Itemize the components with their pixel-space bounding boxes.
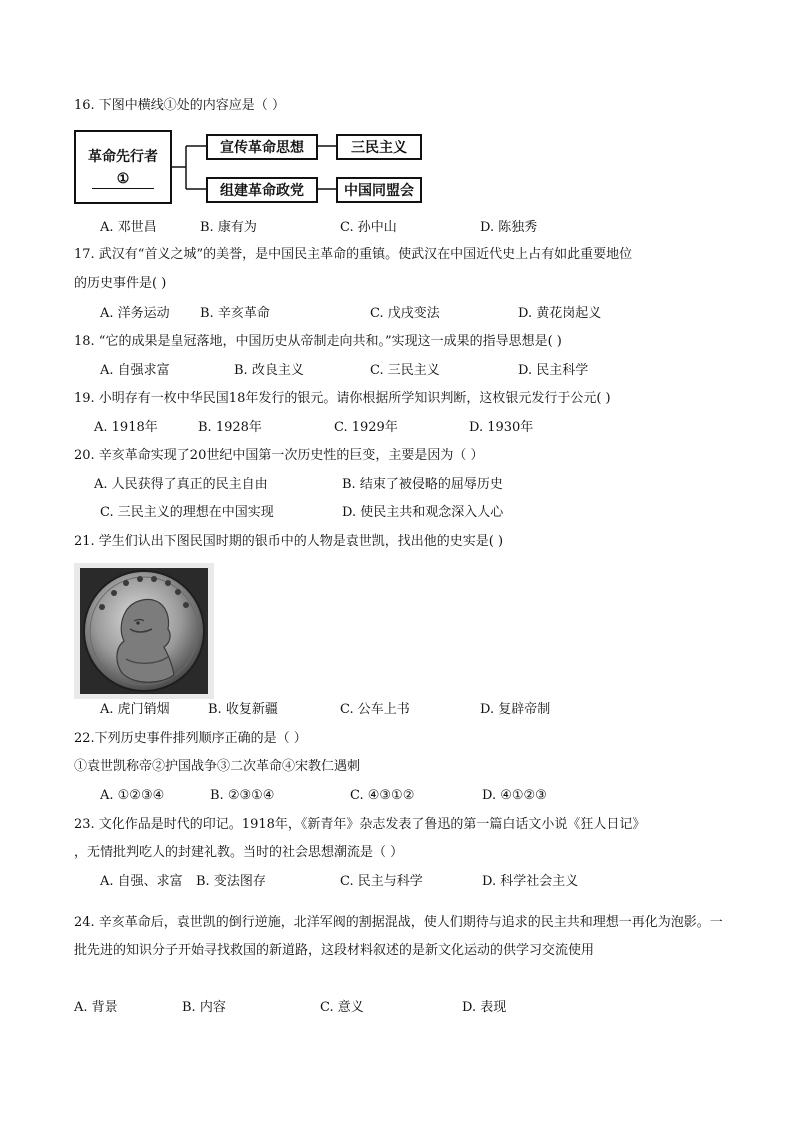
q18-option-a[interactable]: A. 自强求富: [100, 363, 170, 378]
q23-option-d[interactable]: D. 科学社会主义: [482, 874, 579, 889]
diagram-top-action: 宣传革命思想: [206, 134, 318, 160]
diagram-bottom-result: 中国同盟会: [336, 177, 422, 203]
q24-option-c[interactable]: C. 意义: [320, 1000, 364, 1015]
q20-options-row1: [94, 475, 714, 495]
q17-options: [100, 304, 720, 324]
coin-icon: [74, 563, 214, 699]
q19-option-c[interactable]: C. 1929年: [334, 420, 398, 435]
q16-option-a[interactable]: A. 邓世昌: [100, 220, 157, 235]
q21-option-b[interactable]: B. 收复新疆: [208, 702, 278, 717]
diagram-top-result: 三民主义: [336, 134, 422, 160]
q17-option-b[interactable]: B. 辛亥革命: [200, 306, 270, 321]
diagram-bottom-action: 组建革命政党: [206, 177, 318, 203]
q22-option-a[interactable]: A. ①②③④: [100, 788, 165, 803]
q20-option-c[interactable]: C. 三民主义的理想在中国实现: [100, 505, 274, 520]
q22-option-b[interactable]: B. ②③①④: [210, 788, 275, 803]
q23-option-b[interactable]: B. 变法图存: [196, 874, 266, 889]
q24-stem: 24. 辛亥革命后，袁世凯的倒行逆施，北洋军阀的割据混战，使人们期待与追求的民主共和理想一再化为泡影。一批先进的知识分子开始寻找救国的新道路，这段材料叙述的是新文化运动的供学习交流使用: [74, 915, 723, 958]
q19-options: [94, 418, 714, 438]
q18-option-c[interactable]: C. 三民主义: [370, 363, 440, 378]
q24-option-d[interactable]: D. 表现: [462, 1000, 507, 1015]
q21-stem: 21. 学生们认出下图民国时期的银币中的人物是袁世凯，找出他的史实是( ): [74, 534, 504, 549]
q17-option-c[interactable]: C. 戊戌变法: [370, 306, 440, 321]
q21-options: [100, 700, 720, 720]
q18-option-b[interactable]: B. 改良主义: [234, 363, 304, 378]
q16-option-b[interactable]: B. 康有为: [200, 220, 257, 235]
q23-option-c[interactable]: C. 民主与科学: [340, 874, 423, 889]
q18-options: [100, 361, 720, 381]
q19-option-b[interactable]: B. 1928年: [198, 420, 262, 435]
diagram-main-box: [74, 130, 172, 204]
q17-option-d[interactable]: D. 黄花岗起义: [518, 306, 602, 321]
q16-diagram: [74, 127, 434, 207]
q20-stem: 20. 辛亥革命实现了20世纪中国第一次历史性的巨变，主要是因为（ ）: [74, 448, 484, 463]
q22-option-d[interactable]: D. ④①②③: [482, 788, 547, 803]
q22-options: [100, 786, 720, 806]
yuan-shikai-coin-image: [74, 563, 214, 699]
q20-option-b[interactable]: B. 结束了被侵略的屈辱历史: [342, 477, 503, 492]
q21-option-a[interactable]: A. 虎门销烟: [100, 702, 170, 717]
q16-stem: 16. 下图中横线①处的内容应是（ ）: [74, 98, 285, 113]
q23-stem-line1: 23. 文化作品是时代的印记。1918年，《新青年》杂志发表了鲁迅的第一篇白话文小说《狂人日记》: [74, 817, 646, 832]
q24-option-a[interactable]: A. 背景: [74, 1000, 118, 1015]
q16-option-c[interactable]: C. 孙中山: [340, 220, 397, 235]
q23-stem-line2: ，无情批判吃人的封建礼教。当时的社会思想潮流是（ ）: [74, 845, 404, 860]
q22-stem: 22.下列历史事件排列顺序正确的是（ ）: [74, 731, 307, 746]
q21-option-d[interactable]: D. 复辟帝制: [480, 702, 551, 717]
q24-option-b[interactable]: B. 内容: [182, 1000, 226, 1015]
q19-stem: 19. 小明存有一枚中华民国18年发行的银元。请你根据所学知识判断，这枚银元发行于公元( ): [74, 391, 611, 406]
q24-options: [74, 998, 694, 1018]
q17-stem-line1: 17. 武汉有“首义之城”的美誉，是中国民主革命的重镇。使武汉在中国近代史上占有如此重要地位: [74, 247, 633, 262]
q18-stem: 18. “它的成果是皇冠落地，中国历史从帝制走向共和。”实现这一成果的指导思想是( ): [74, 334, 562, 349]
q16-options: [100, 218, 720, 238]
q21-option-c[interactable]: C. 公车上书: [340, 702, 410, 717]
diagram-blank: ①: [92, 170, 154, 189]
q20-option-d[interactable]: D. 使民主共和观念深入人心: [342, 505, 504, 520]
q18-option-d[interactable]: D. 民主科学: [518, 363, 589, 378]
q19-option-d[interactable]: D. 1930年: [469, 420, 534, 435]
q23-options: [100, 872, 720, 892]
q17-stem-line2: 的历史事件是( ): [74, 276, 167, 291]
q20-option-a[interactable]: A. 人民获得了真正的民主自由: [94, 477, 268, 492]
q22-option-c[interactable]: C. ④③①②: [350, 788, 415, 803]
q17-option-a[interactable]: A. 洋务运动: [100, 306, 170, 321]
q22-events: ①袁世凯称帝②护国战争③二次革命④宋教仁遇刺: [74, 759, 361, 774]
q16-option-d[interactable]: D. 陈独秀: [480, 220, 538, 235]
q23-option-a[interactable]: A. 自强、求富: [100, 874, 183, 889]
q20-options-row2: [100, 503, 720, 523]
diagram-main-label: 革命先行者: [88, 148, 158, 165]
q19-option-a[interactable]: A. 1918年: [94, 420, 158, 435]
